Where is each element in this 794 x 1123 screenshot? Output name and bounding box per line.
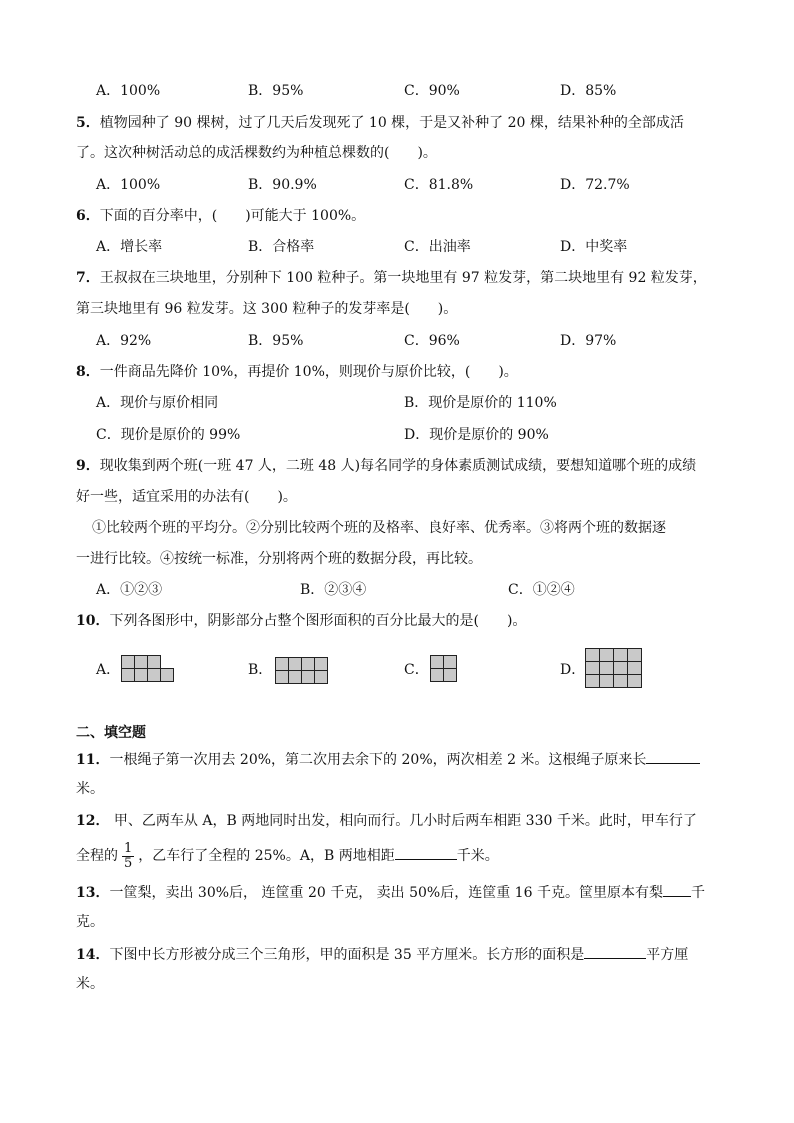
grid-cell [585,674,600,688]
grid-cell [301,670,315,684]
grid-cell [275,657,289,671]
grid-cell [585,648,600,662]
question-12-line-2 [76,839,499,873]
question-number: 7． [76,270,100,286]
text-segment: 全程的 [76,848,118,864]
question-5-line-2: 了。这次种树活动总的成活棵数约为种植总棵数的( )。 [76,145,437,161]
q5-option-a[interactable]: A．100% [96,177,161,193]
question-number: 9． [76,458,100,474]
question-number: 5． [76,115,100,131]
q10-option-d[interactable]: D． [560,662,586,678]
question-text: 植物园种了 90 棵树，过了几天后发现死了 10 棵，于是又补种了 20 棵，结果补种的全部成活 [99,115,684,131]
q7-option-a[interactable]: A．92% [96,333,152,349]
grid-cell [613,674,628,688]
q5-option-d[interactable]: D．72.7% [560,177,630,193]
grid-cell [599,661,614,675]
q7-option-d[interactable]: D．97% [560,333,617,349]
question-text: 下图中长方形被分成三个三角形，甲的面积是 35 平方厘米。长方形的面积是 [109,947,585,963]
q5-option-c[interactable]: C．81.8% [404,177,474,193]
question-14-line-2: 米。 [76,976,104,992]
grid-cell [314,670,328,684]
grid-cell [160,668,174,682]
grid-cell [288,657,302,671]
text-segment: 平方厘 [646,947,689,963]
text-segment: 千米。 [456,848,499,864]
question-9-line-4: 一进行比较。④按统一标准，分别将两个班的数据分段，再比较。 [76,551,482,567]
question-number: 13． [76,885,110,901]
q8-option-d[interactable]: D．现价是原价的 90% [404,427,549,443]
q6-option-b[interactable]: B．合格率 [248,239,315,255]
question-6-line-1 [76,206,365,226]
grid-cell [134,668,148,682]
q7-option-c[interactable]: C．96% [404,333,460,349]
grid-cell [443,668,457,682]
question-text: 王叔叔在三块地里，分别种下 100 粒种子。第一块地里有 97 粒发芽，第二块地里有 92 粒发芽， [99,270,707,286]
question-text: 下面的百分率中，( )可能大于 100%。 [99,208,366,224]
q10-option-c[interactable]: C． [404,662,429,678]
q8-option-b[interactable]: B．现价是原价的 110% [404,395,557,411]
q4-option-c[interactable]: C．90% [404,83,460,99]
fraction [122,842,134,871]
q9-option-a[interactable]: A．①②③ [96,582,163,598]
q10-option-b[interactable]: B． [248,662,273,678]
question-number: 8． [76,364,100,380]
grid-cell [301,657,315,671]
grid-cell [121,668,135,682]
grid-cell [147,668,161,682]
question-7-line-1 [76,268,707,288]
grid-cell [627,661,642,675]
question-text: 现收集到两个班(一班 47 人，二班 48 人)每名同学的身体素质测试成绩，要想知道哪个班的成绩 [99,458,697,474]
question-9-line-3: ①比较两个班的平均分。②分别比较两个班的及格率、良好率、优秀率。③将两个班的数据逐 [92,520,666,536]
q7-option-b[interactable]: B．95% [248,333,304,349]
question-number: 12． [76,813,110,829]
question-14-line-1 [76,944,688,965]
grid-cell [627,648,642,662]
grid-cell [275,670,289,684]
question-number: 14． [76,947,110,963]
grid-cell [613,661,628,675]
question-text: 甲、乙两车从 A，B 两地同时出发，相向而行。几小时后两车相距 330 千米。此时，甲车行了 [109,813,697,829]
q4-option-d[interactable]: D．85% [560,83,617,99]
question-12-line-1 [76,811,697,831]
question-text: 一件商品先降价 10%，再提价 10%，则现价与原价比较，( )。 [99,364,518,380]
grid-cell [430,668,444,682]
grid-cell [314,657,328,671]
grid-cell [627,674,642,688]
question-13-line-2: 克。 [76,914,104,930]
grid-cell [599,674,614,688]
q4-option-b[interactable]: B．95% [248,83,304,99]
question-11-line-2: 米。 [76,781,104,797]
question-9-line-1 [76,456,696,476]
answer-blank[interactable] [646,749,700,764]
fraction-numerator: 1 [124,840,133,856]
q8-option-c[interactable]: C．现价是原价的 99% [96,427,241,443]
question-text: 一根绳子第一次用去 20%，第二次用去余下的 20%，两次相差 2 米。这根绳子原来长 [109,752,647,768]
grid-cell [585,661,600,675]
question-9-line-2: 好一些，适宜采用的办法有( )。 [76,489,297,505]
grid-cell [430,655,444,669]
grid-cell [599,648,614,662]
question-10-line-1 [76,611,526,631]
q10-option-a[interactable]: A． [96,662,121,678]
grid-cell [134,655,148,669]
question-11-line-1 [76,749,700,770]
q9-option-b[interactable]: B．②③④ [300,582,367,598]
question-13-line-1 [76,882,705,903]
text-segment: 千 [690,885,705,901]
q6-option-d[interactable]: D．中奖率 [560,239,628,255]
grid-cell [121,655,135,669]
grid-cell [613,648,628,662]
section-heading-fill-in: 二、填空题 [76,725,146,741]
fraction-denominator: 5 [124,855,133,871]
grid-cell [147,655,161,669]
question-number: 6． [76,208,100,224]
question-number: 10． [76,613,110,629]
q4-option-a[interactable]: A．100% [96,83,161,99]
answer-blank[interactable] [584,944,646,959]
question-text: 一筐梨，卖出 30%后， 连筐重 20 千克， 卖出 50%后，连筐重 16 千克。筐里原本有梨 [109,885,663,901]
answer-blank[interactable] [663,882,691,897]
q8-option-a[interactable]: A．现价与原价相同 [96,395,219,411]
question-8-line-1 [76,362,518,382]
q5-option-b[interactable]: B．90.9% [248,177,317,193]
answer-blank[interactable] [395,845,457,860]
question-text: 下列各图形中，阴影部分占整个图形面积的百分比最大的是( )。 [109,613,527,629]
grid-cell [288,670,302,684]
question-number: 11． [76,752,110,768]
q6-option-c[interactable]: C．出油率 [404,239,471,255]
question-7-line-2: 第三块地里有 96 粒发芽。这 300 粒种子的发芽率是( )。 [76,301,458,317]
q9-option-c[interactable]: C．①②④ [508,582,575,598]
q6-option-a[interactable]: A．增长率 [96,239,163,255]
grid-cell [443,655,457,669]
question-5-line-1 [76,113,684,133]
text-segment: ，乙车行了全程的 25%。A，B 两地相距 [138,848,395,864]
